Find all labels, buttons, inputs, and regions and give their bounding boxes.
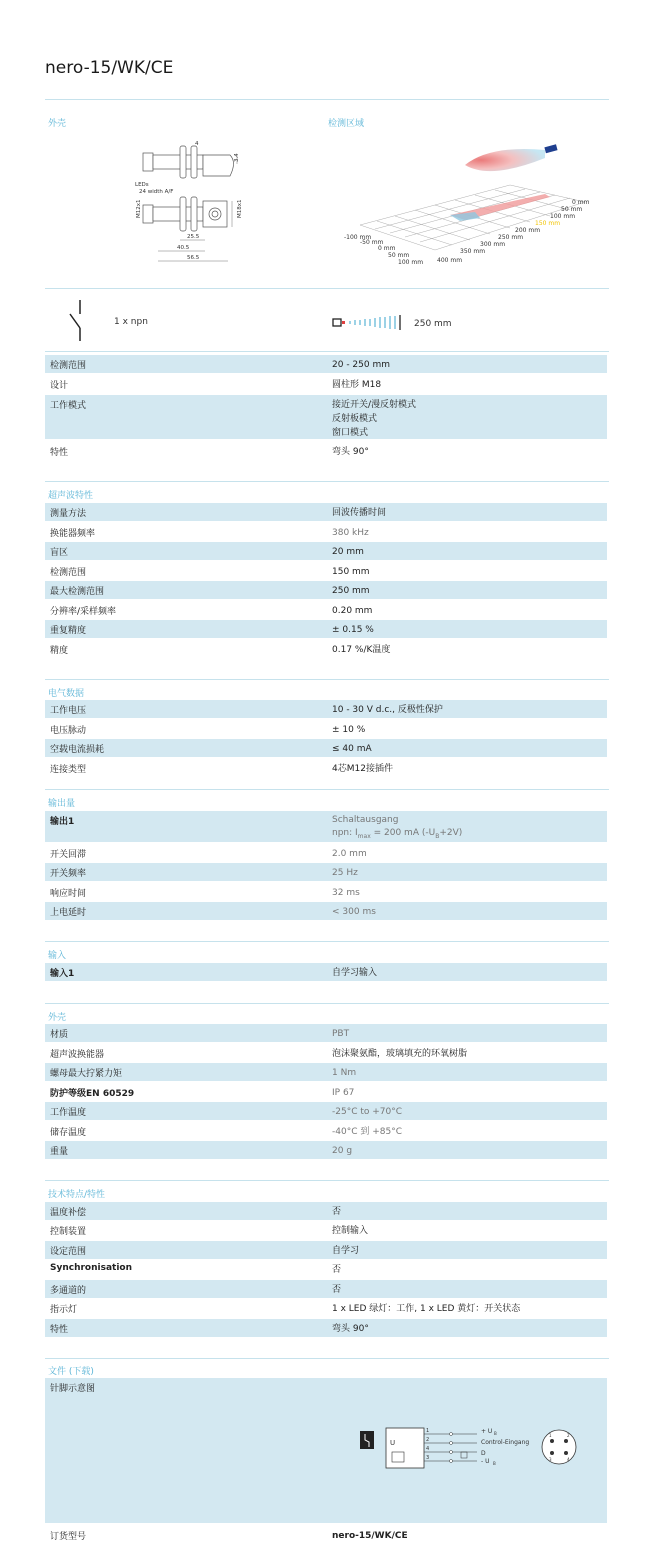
divider xyxy=(45,288,609,289)
spec-row xyxy=(45,581,607,599)
spec-value: 20 g xyxy=(332,1146,353,1156)
spec-key: 超声波换能器 xyxy=(50,1050,105,1060)
spec-row xyxy=(45,1319,607,1337)
spec-key: 重复精度 xyxy=(50,626,87,636)
spec-value: 20 - 250 mm xyxy=(332,360,390,370)
mode-1: 接近开关/漫反射模式 xyxy=(332,400,417,410)
conn-pin-1: 1 xyxy=(549,1433,552,1438)
spec-value: 380 kHz xyxy=(332,528,369,538)
wire-ub-minus: - U xyxy=(481,1458,490,1465)
wiring-diagram xyxy=(357,1422,587,1472)
wire-ub-plus: + U xyxy=(481,1428,493,1435)
spec-value: 20 mm xyxy=(332,547,364,557)
spec-key: 特性 xyxy=(50,448,69,458)
dim-width: 24 width A/F xyxy=(139,189,174,195)
conn-pin-4: 4 xyxy=(567,1457,570,1462)
spec-value: ± 0.15 % xyxy=(332,625,374,635)
spec-key: 设定范围 xyxy=(50,1247,87,1257)
spec-row xyxy=(45,902,607,920)
output-spec-c: +2V) xyxy=(439,828,463,838)
spec-row xyxy=(45,739,607,757)
divider xyxy=(45,99,609,100)
files-section-label: 文件 (下载) xyxy=(48,1367,94,1377)
output-type: Schaltausgang xyxy=(332,815,399,825)
tick-l-p100: 100 mm xyxy=(398,259,424,266)
spec-row xyxy=(45,1102,607,1120)
spec-row xyxy=(45,883,607,901)
spec-row xyxy=(45,720,607,738)
tick-l-100: -100 mm xyxy=(344,234,372,241)
spec-value: 弯头 90° xyxy=(332,1324,369,1334)
spec-key: 控制装置 xyxy=(50,1227,87,1237)
spec-key: Synchronisation xyxy=(50,1263,133,1273)
housing-section-label: 外壳 xyxy=(48,1013,67,1023)
tick-r-150: 150 mm xyxy=(535,220,561,227)
spec-key: 工作模式 xyxy=(50,401,87,411)
spec-key: 设计 xyxy=(50,381,69,391)
spec-value: 否 xyxy=(332,1265,342,1275)
spec-row xyxy=(45,1241,607,1259)
divider xyxy=(45,679,609,680)
pin-no-4: 4 xyxy=(426,1446,430,1452)
ultrasonic-section-label: 超声波特性 xyxy=(48,491,94,501)
spec-value: 回波传播时间 xyxy=(332,508,387,518)
detection-zone-graphic xyxy=(340,140,610,275)
spec-row xyxy=(45,523,607,541)
spec-row xyxy=(45,700,607,718)
conn-pin-2: 2 xyxy=(567,1433,570,1438)
spec-row xyxy=(45,1063,607,1081)
divider xyxy=(45,1180,609,1181)
divider xyxy=(45,941,609,942)
tick-r-50: 50 mm xyxy=(561,206,583,213)
tick-l-p50: 50 mm xyxy=(388,252,410,259)
tick-r-400: 400 mm xyxy=(437,257,463,264)
spec-row xyxy=(45,1141,607,1159)
tick-l-50: -50 mm xyxy=(360,239,384,246)
order-number-label: 订货型号 xyxy=(50,1532,87,1542)
sensor-range-icon xyxy=(332,314,407,332)
spec-row xyxy=(45,1083,607,1101)
spec-value: 10 - 30 V d.c., 反极性保护 xyxy=(332,705,443,715)
pinout-label: 针脚示意图 xyxy=(50,1384,96,1394)
spec-key: 电压脉动 xyxy=(50,726,87,736)
spec-value: 150 mm xyxy=(332,567,370,577)
spec-value: 否 xyxy=(332,1207,342,1217)
tick-r-100: 100 mm xyxy=(550,213,576,220)
spec-key: 精度 xyxy=(50,646,69,656)
spec-value xyxy=(332,814,462,843)
spec-value: 否 xyxy=(332,1285,342,1295)
spec-key: 特性 xyxy=(50,1325,69,1335)
tick-r-250: 250 mm xyxy=(498,234,524,241)
spec-row xyxy=(45,1260,607,1278)
output-spec-b: = 200 mA (-U xyxy=(370,828,436,838)
spec-key: 最大检测范围 xyxy=(50,587,105,597)
spec-key: 分辨率/采样频率 xyxy=(50,607,117,617)
conn-pin-3: 3 xyxy=(549,1457,552,1462)
spec-row xyxy=(45,1299,607,1317)
spec-value: 泡沫聚氨酯，玻璃填充的环氧树脂 xyxy=(332,1049,468,1059)
spec-key: 多通道的 xyxy=(50,1286,87,1296)
spec-value: 250 mm xyxy=(332,586,370,596)
spec-key: 储存温度 xyxy=(50,1128,87,1138)
spec-row xyxy=(45,1221,607,1239)
spec-value: IP 67 xyxy=(332,1088,355,1098)
spec-value: 4芯M12接插件 xyxy=(332,764,393,774)
spec-key: 工作温度 xyxy=(50,1108,87,1118)
spec-row xyxy=(45,1526,607,1544)
electrical-section-label: 电气数据 xyxy=(48,689,85,699)
mode-3: 窗口模式 xyxy=(332,428,369,438)
tick-r-350: 350 mm xyxy=(460,248,486,255)
divider xyxy=(45,481,609,482)
spec-row xyxy=(45,1202,607,1220)
pinout-panel xyxy=(45,1378,607,1523)
spec-row xyxy=(45,811,607,842)
spec-row xyxy=(45,620,607,638)
wire-sub-1: B xyxy=(494,1431,497,1436)
switch-symbol-icon xyxy=(66,298,86,342)
spec-value: -40°C 到 +85°C xyxy=(332,1127,402,1137)
spec-key: 盲区 xyxy=(50,548,69,558)
spec-key: 测量方法 xyxy=(50,509,87,519)
tech-section-label: 技术特点/特性 xyxy=(48,1190,106,1200)
spec-row xyxy=(45,1280,607,1298)
spec-key: 螺母最大拧紧力矩 xyxy=(50,1069,123,1079)
spec-value: 1 x LED 绿灯：工作, 1 x LED 黄灯：开关状态 xyxy=(332,1304,521,1314)
spec-key: 防护等级EN 60529 xyxy=(50,1089,135,1099)
spec-value: 自学习 xyxy=(332,1246,360,1256)
spec-row xyxy=(45,562,607,580)
spec-key: 开关频率 xyxy=(50,869,87,879)
spec-row xyxy=(45,759,607,777)
spec-value: 弯头 90° xyxy=(332,447,369,457)
output-section-label: 输出量 xyxy=(48,799,76,809)
pin-no-1: 1 xyxy=(426,1428,430,1434)
spec-value: ± 10 % xyxy=(332,725,366,735)
divider xyxy=(45,351,609,352)
wire-d: D xyxy=(481,1450,486,1457)
dim-4: 4 xyxy=(195,141,199,147)
u-label: U xyxy=(390,1439,396,1447)
dim-56-5: 56.5 xyxy=(187,255,200,261)
housing-drawing xyxy=(125,138,255,273)
dim-40-5: 40.5 xyxy=(177,245,190,251)
spec-row xyxy=(45,355,607,373)
spec-value: PBT xyxy=(332,1029,350,1039)
housing-drawing-label: 外壳 xyxy=(48,119,67,129)
spec-value: 0.17 %/K温度 xyxy=(332,645,391,655)
spec-value: -25°C to +70°C xyxy=(332,1107,403,1117)
output-spec-sub: max xyxy=(357,832,371,840)
spec-key: 开关回滞 xyxy=(50,850,87,860)
range-label: 250 mm xyxy=(414,319,452,329)
spec-row xyxy=(45,963,607,981)
spec-value: 2.0 mm xyxy=(332,849,367,859)
spec-row xyxy=(45,442,607,460)
spec-row xyxy=(45,1122,607,1140)
divider xyxy=(45,1003,609,1004)
spec-value: 圆柱形 M18 xyxy=(332,380,382,390)
order-number-value: nero-15/WK/CE xyxy=(332,1531,408,1541)
spec-row xyxy=(45,844,607,862)
spec-row xyxy=(45,640,607,658)
tick-l-0: 0 mm xyxy=(378,245,396,252)
spec-row xyxy=(45,601,607,619)
spec-key: 重量 xyxy=(50,1147,69,1157)
spec-value xyxy=(332,398,416,440)
spec-row xyxy=(45,1024,607,1042)
wire-control: Control-Eingang xyxy=(481,1439,530,1446)
spec-value: 控制输入 xyxy=(332,1226,369,1236)
divider xyxy=(45,789,609,790)
page-title: nero-15/WK/CE xyxy=(45,58,174,78)
spec-key: 指示灯 xyxy=(50,1305,78,1315)
spec-value: 1 Nm xyxy=(332,1068,357,1078)
dim-leds: LEDs xyxy=(135,182,149,188)
spec-key: 检测范围 xyxy=(50,568,87,578)
spec-key: 换能器频率 xyxy=(50,529,96,539)
spec-key: 温度补偿 xyxy=(50,1208,87,1218)
spec-key: 空载电流损耗 xyxy=(50,745,105,755)
output-spec-sub2: B xyxy=(435,832,440,840)
tick-r-200: 200 mm xyxy=(515,227,541,234)
dim-3-4: 3.4 xyxy=(234,153,240,162)
spec-row xyxy=(45,503,607,521)
spec-row xyxy=(45,1044,607,1062)
spec-key: 检测范围 xyxy=(50,361,87,371)
detection-zone-label: 检测区域 xyxy=(328,119,365,129)
dim-m18: M18x1 xyxy=(237,199,243,218)
tick-r-300: 300 mm xyxy=(480,241,506,248)
dim-m12: M12x1 xyxy=(136,199,142,218)
spec-value: ≤ 40 mA xyxy=(332,744,372,754)
output-count: 1 x npn xyxy=(114,317,148,327)
spec-key: 上电延时 xyxy=(50,908,87,918)
dim-25-5: 25.5 xyxy=(187,234,200,240)
spec-row xyxy=(45,375,607,393)
spec-key: 连接类型 xyxy=(50,765,87,775)
spec-value: 25 Hz xyxy=(332,868,358,878)
divider xyxy=(45,1358,609,1359)
spec-row xyxy=(45,395,607,439)
spec-key: 工作电压 xyxy=(50,706,87,716)
spec-key: 输出1 xyxy=(50,817,75,827)
spec-value: < 300 ms xyxy=(332,907,376,917)
pin-no-3: 3 xyxy=(426,1455,430,1461)
mode-2: 反射板模式 xyxy=(332,414,378,424)
input-section-label: 输入 xyxy=(48,951,67,961)
spec-key: 输入1 xyxy=(50,969,75,979)
spec-key: 响应时间 xyxy=(50,889,87,899)
spec-value: 自学习输入 xyxy=(332,968,378,978)
spec-row xyxy=(45,542,607,560)
spec-key: 材质 xyxy=(50,1030,69,1040)
spec-value: 0.20 mm xyxy=(332,606,373,616)
wire-sub-2: B xyxy=(493,1461,496,1466)
spec-value: 32 ms xyxy=(332,888,360,898)
output-spec-a: npn: I xyxy=(332,828,358,838)
tick-r-0: 0 mm xyxy=(572,199,590,206)
spec-row xyxy=(45,863,607,881)
pin-no-2: 2 xyxy=(426,1437,430,1443)
